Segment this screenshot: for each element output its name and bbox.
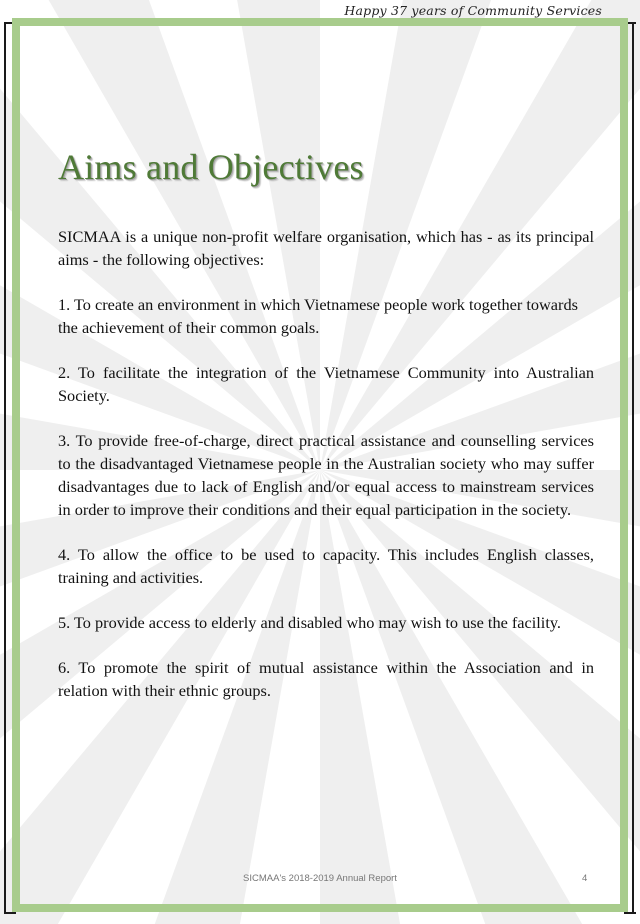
header-tagline: Happy 37 years of Community Services xyxy=(344,3,602,18)
objectives-body xyxy=(58,225,594,724)
intro-paragraph: SICMAA is a unique non-profit welfare organisation, which has - as its principal aims - the following objectives: xyxy=(58,227,594,269)
objective-6: 6. To promote the spirit of mutual assistance within the Association and in relation with their ethnic groups. xyxy=(58,658,594,700)
objective-3: 3. To provide free-of-charge, direct practical assistance and counselling services to the disadvantaged Vietnamese people in the Australian society who may suffer disadvantages due to lack of English and/or equal access to mainstream services in order to improve their conditions and their equal participation in the society. xyxy=(58,431,594,519)
page-number: 4 xyxy=(582,873,588,884)
frame-corner-mark xyxy=(4,912,16,914)
page-title: Aims and Objectives xyxy=(58,147,364,187)
objective-4: 4. To allow the office to be used to capacity. This includes English classes, training and activities. xyxy=(58,545,594,587)
objective-5: 5. To provide access to elderly and disabled who may wish to use the facility. xyxy=(58,613,562,632)
footer-report-title: SICMAA's 2018-2019 Annual Report xyxy=(243,873,397,884)
objective-2: 2. To facilitate the integration of the Vietnamese Community into Australian Society. xyxy=(58,363,594,405)
objective-1: 1. To create an environment in which Vietnamese people work together towards the achievement of their common goals. xyxy=(58,295,578,337)
frame-corner-mark xyxy=(624,912,636,914)
